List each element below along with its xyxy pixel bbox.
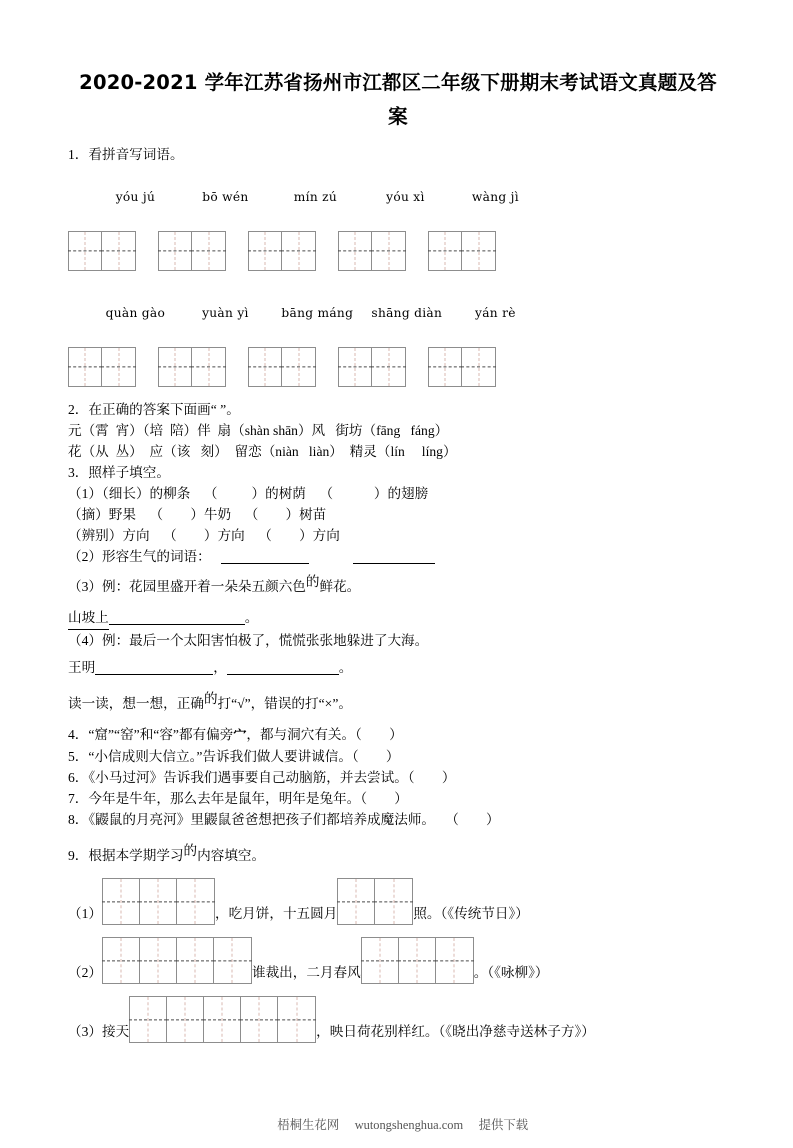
- pinyin-item: yóu xì: [386, 190, 425, 204]
- true-false-item-6[interactable]: [68, 767, 728, 788]
- item-label: （1）: [68, 906, 102, 921]
- page-content: [68, 0, 728, 1043]
- writing-cell[interactable]: [102, 232, 135, 270]
- question-9-item-3: [68, 996, 728, 1043]
- answer-blank[interactable]: [353, 549, 435, 564]
- true-false-item-8[interactable]: [68, 809, 728, 830]
- instruction-suffix: 打“√”，错误的打“×”。: [217, 696, 352, 711]
- pinyin-item: shāng diàn: [371, 306, 443, 320]
- writing-cell[interactable]: [241, 997, 278, 1042]
- item-text: 《小马过河》告诉我们遇事要自己动脑筋，并去尝试。（ ）: [88, 770, 456, 785]
- writing-cell[interactable]: [214, 938, 251, 983]
- item-text-tail[interactable]: ，都与洞穴有关。（ ）: [246, 727, 403, 742]
- question-1-heading: 1．看拼音写词语。: [68, 147, 184, 162]
- page-title: 2020-2021 学年江苏省扬州市江都区二年级下册期末考试语文真题及答案: [79, 71, 717, 128]
- writing-cell[interactable]: [249, 348, 282, 386]
- writing-cell[interactable]: [69, 348, 102, 386]
- item-text: “窟”“窑”和“容”都有偏旁: [88, 727, 234, 742]
- pinyin-item: yán rè: [475, 306, 516, 320]
- period: 。: [338, 660, 353, 675]
- heading-suffix: 内容填空。: [197, 848, 266, 863]
- item-tail-text: 照。（《传统节日》）: [413, 906, 529, 921]
- writing-cell[interactable]: [282, 232, 315, 270]
- question-2-heading: 2．在正确的答案下面画“ ”。: [68, 402, 240, 417]
- pinyin-item: quàn gào: [105, 306, 166, 320]
- writing-cell[interactable]: [399, 938, 436, 983]
- writing-cell[interactable]: [177, 938, 214, 983]
- item-tail-text: 。（《咏柳》）: [473, 965, 549, 980]
- item-middle-text: 谁裁出，二月春风: [251, 965, 361, 980]
- writing-cell[interactable]: [102, 348, 135, 386]
- writing-cell[interactable]: [69, 232, 102, 270]
- item-text: 今年是牛年，那么去年是鼠年，明年是兔年。（ ）: [88, 791, 408, 806]
- writing-cell[interactable]: [159, 232, 192, 270]
- pinyin-item: bō wén: [202, 190, 249, 204]
- example-text-tail: 鲜花。: [319, 579, 361, 594]
- heading-prefix: 9．根据本学期学习: [68, 848, 184, 863]
- writing-grid-group[interactable]: [158, 347, 226, 387]
- answer-grid-group[interactable]: [102, 937, 252, 984]
- writing-cell[interactable]: [339, 348, 372, 386]
- true-false-item-7[interactable]: [68, 788, 728, 809]
- writing-grid-group[interactable]: [248, 347, 316, 387]
- writing-grid-group[interactable]: [428, 347, 496, 387]
- item-number: 6．: [68, 770, 89, 785]
- instruction-prefix: 读一读，想一想，正确: [68, 696, 204, 711]
- writing-cell[interactable]: [372, 232, 405, 270]
- answer-blank[interactable]: [227, 660, 339, 675]
- pinyin-item: bāng máng: [281, 306, 354, 320]
- wangming-prompt: 王明: [68, 660, 96, 675]
- question-2-line-1: 元（霄 宵）（培 陪）伴 扇（shàn shān）风 街坊（fāng fáng）: [68, 423, 449, 438]
- comma: ，: [213, 660, 227, 675]
- writing-grid-group[interactable]: [68, 347, 136, 387]
- question-3-heading: 3．照样子填空。: [68, 465, 170, 480]
- answer-grid-group[interactable]: [337, 878, 413, 925]
- writing-cell[interactable]: [159, 348, 192, 386]
- writing-cell[interactable]: [429, 348, 462, 386]
- example-text: （3）例：花园里盛开着一朵朵五颜六色: [68, 579, 306, 594]
- item-label: （2）: [68, 965, 102, 980]
- question-3-line-4: [68, 546, 728, 567]
- writing-cell[interactable]: [372, 348, 405, 386]
- question-1-pinyin-row-2: [68, 283, 728, 343]
- footer-note: 提供下载: [478, 1118, 529, 1132]
- footer-site-name: 梧桐生花网: [277, 1118, 340, 1132]
- footer-url: wutongshenghua.com: [354, 1118, 464, 1132]
- writing-cell[interactable]: [282, 348, 315, 386]
- answer-grid-group[interactable]: [102, 878, 215, 925]
- true-false-item-5[interactable]: [68, 746, 728, 767]
- question-1-grid-row-1[interactable]: [68, 231, 728, 271]
- pinyin-item: wàng jì: [471, 190, 519, 204]
- question-3-label-angry-words: （2）形容生气的词语：: [68, 549, 211, 564]
- question-3-answer-4: [68, 657, 728, 678]
- writing-cell[interactable]: [339, 232, 372, 270]
- writing-cell[interactable]: [167, 997, 204, 1042]
- answer-blank[interactable]: [221, 549, 309, 564]
- question-1-grid-row-2[interactable]: [68, 347, 728, 387]
- writing-cell[interactable]: [249, 232, 282, 270]
- item-text: “小信成则大信立。”告诉我们做人要讲诚信。（ ）: [88, 749, 400, 764]
- question-9-item-2: [68, 937, 728, 984]
- writing-cell[interactable]: [204, 997, 241, 1042]
- writing-cell[interactable]: [140, 879, 177, 924]
- true-false-instruction: [68, 692, 728, 714]
- writing-cell[interactable]: [429, 232, 462, 270]
- question-3-example-3: [68, 575, 728, 597]
- answer-blank[interactable]: [95, 660, 213, 675]
- question-3-answer-3: [68, 607, 728, 630]
- writing-cell[interactable]: [140, 938, 177, 983]
- pinyin-item: yóu jú: [115, 190, 156, 204]
- writing-grid-group[interactable]: [338, 347, 406, 387]
- item-number: 4．: [68, 727, 89, 742]
- item-number: 7．: [68, 791, 89, 806]
- writing-grid-group[interactable]: [338, 231, 406, 271]
- writing-grid-group[interactable]: [428, 231, 496, 271]
- writing-cell[interactable]: [103, 938, 140, 983]
- de-particle: 的: [305, 574, 320, 589]
- question-3: [68, 462, 728, 678]
- answer-grid-group[interactable]: [129, 996, 316, 1043]
- question-3-line-1: （1）（细长）的柳条 （ ）的树荫 （ ）的翅膀: [68, 486, 429, 501]
- writing-cell[interactable]: [192, 232, 225, 270]
- answer-grid-group[interactable]: [361, 937, 474, 984]
- writing-cell[interactable]: [436, 938, 473, 983]
- answer-blank[interactable]: [109, 610, 245, 625]
- writing-grid-group[interactable]: [158, 231, 226, 271]
- de-particle: 的: [203, 691, 218, 706]
- writing-cell[interactable]: [462, 232, 495, 270]
- writing-grid-group[interactable]: [248, 231, 316, 271]
- question-2-line-2: 花（从 丛） 应（该 刻） 留恋（niàn liàn） 精灵（lín líng）: [68, 444, 457, 459]
- item-text: 《鼹鼠的月亮河》里鼹鼠爸爸想把孩子们都培养成魔法师。 （ ）: [88, 812, 500, 827]
- question-3-example-4: （4）例：最后一个太阳害怕极了，慌慌张张地躲进了大海。: [68, 633, 429, 648]
- writing-grid-group[interactable]: [68, 231, 136, 271]
- item-tail-text: ，映日荷花别样红。（《晓出净慈寺送林子方》）: [316, 1024, 595, 1039]
- question-2: [68, 399, 728, 462]
- pinyin-item: yuàn yì: [202, 306, 249, 320]
- radical-mian-icon: 宀: [233, 728, 247, 743]
- hillside-prompt: 山坡上: [68, 607, 109, 630]
- writing-cell[interactable]: [375, 879, 412, 924]
- question-1-pinyin-row-1: [68, 167, 728, 227]
- question-3-line-3: （辨别）方向 （ ）方向 （ ）方向: [68, 528, 340, 543]
- question-3-line-2: （摘）野果 （ ）牛奶 （ ）树苗: [68, 507, 327, 522]
- question-9-item-1: [68, 878, 728, 925]
- writing-cell[interactable]: [362, 938, 399, 983]
- true-false-list: [68, 724, 728, 830]
- pinyin-item: mín zú: [293, 190, 338, 204]
- period: 。: [244, 610, 259, 625]
- item-label: （3）接天: [68, 1024, 130, 1039]
- item-number: 5．: [68, 749, 89, 764]
- writing-cell[interactable]: [177, 879, 214, 924]
- question-9-heading: [68, 844, 728, 866]
- question-1: [68, 144, 728, 387]
- item-number: 8．: [68, 812, 89, 827]
- de-particle: 的: [183, 843, 198, 858]
- writing-cell[interactable]: [130, 997, 167, 1042]
- true-false-item-4: [68, 724, 728, 746]
- writing-cell[interactable]: [462, 348, 495, 386]
- question-9: [68, 844, 728, 1043]
- item-middle-text: ，吃月饼，十五圆月: [214, 906, 338, 921]
- footer-watermark: [0, 1100, 793, 1148]
- writing-cell[interactable]: [338, 879, 375, 924]
- writing-cell[interactable]: [278, 997, 315, 1042]
- writing-cell[interactable]: [192, 348, 225, 386]
- writing-cell[interactable]: [103, 879, 140, 924]
